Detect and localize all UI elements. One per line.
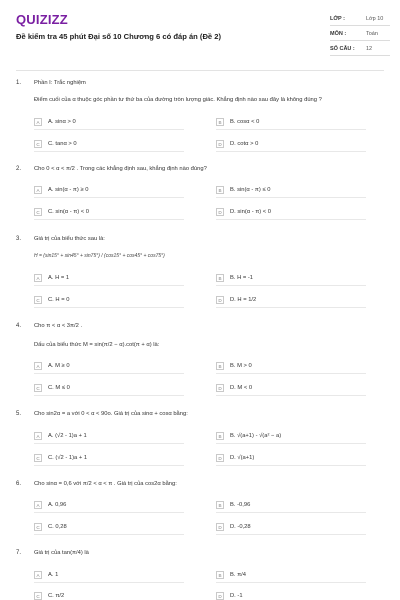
option-text: C. tanα > 0 [48,140,77,147]
option-underline [216,129,366,130]
question-text: Giá trị của tan(π/4) là [34,550,89,556]
option-text: D. -1 [230,592,243,599]
option-key: B [216,571,224,579]
option-key: A [34,274,42,282]
question-number: 4. [16,323,22,329]
option-key: C [34,523,42,531]
option-key: D [216,296,224,304]
option-text: D. sin(α - π) < 0 [230,208,272,215]
option-key: D [216,140,224,148]
quizizz-logo: QUIZIZZ [16,12,68,27]
option-key: D [216,592,224,600]
option-underline [216,512,366,513]
option-underline [216,307,366,308]
option-key: A [34,501,42,509]
question-subtext: Dấu của biểu thức M = sin(π/2 − α).cot(π + α) là: [34,342,160,348]
option-underline [216,285,366,286]
meta-label: MÔN : [330,31,347,37]
option-key: A [34,571,42,579]
option-underline [34,582,184,583]
option-text: A. H = 1 [48,274,70,281]
option-text: B. H = -1 [230,274,254,281]
option-key: A [34,118,42,126]
option-key: C [34,592,42,600]
option-text: C. 0,28 [48,523,67,530]
option-text: B. √(a+1) - √(a² − a) [230,432,282,439]
question-number: 6. [16,481,22,487]
meta-row-subject [330,29,390,41]
option-text: C. H = 0 [48,296,70,303]
option-key: B [216,118,224,126]
meta-value: Lớp 10 [366,16,384,22]
option-underline [216,373,366,374]
option-underline [34,395,184,396]
option-key: D [216,523,224,531]
option-underline [216,219,366,220]
question-text: Cho 0 < α < π/2 . Trong các khẳng định sau, khẳng định nào đúng? [34,166,207,172]
option-text: A. sin(α - π) ≥ 0 [48,186,89,193]
question-number: 5. [16,411,22,417]
option-underline [34,512,184,513]
question-number: 1. [16,80,22,86]
option-underline [216,443,366,444]
option-text: D. H = 1/2 [230,296,257,303]
option-text: A. (√2 - 1)a + 1 [48,432,87,439]
option-underline [34,197,184,198]
meta-value: 12 [366,46,373,52]
option-underline [216,465,366,466]
document-header [0,0,400,64]
option-text: C. (√2 - 1)a + 1 [48,454,88,461]
option-text: A. M ≥ 0 [48,362,70,369]
option-underline [34,307,184,308]
option-text: D. √(a+1) [230,454,255,461]
option-underline [216,197,366,198]
question-heading: Phần I: Trắc nghiệm [34,80,86,86]
option-key: B [216,274,224,282]
meta-row-count [330,44,390,56]
option-key: C [34,296,42,304]
question-text: Điểm cuối của α thuộc góc phần tư thứ ba của đường tròn lượng giác. Khẳng định nào sau đây là không đúng ? [34,97,322,103]
option-text: B. cosα < 0 [230,118,260,125]
option-underline [34,443,184,444]
meta-value: Toán [366,31,378,37]
question-text: Cho sin2α = a với 0 < α < 90o. Giá trị của sinα + cosα bằng: [34,411,188,417]
option-text: A. 0,96 [48,501,67,508]
option-key: C [34,140,42,148]
option-text: C. π/2 [48,592,65,599]
option-underline [34,285,184,286]
option-text: A. sinα > 0 [48,118,76,125]
option-underline [216,151,366,152]
option-text: B. M > 0 [230,362,252,369]
question-text: Cho sinα = 0,6 với π/2 < α < π . Giá trị của cos2α bằng: [34,481,177,487]
option-key: C [34,208,42,216]
option-key: A [34,362,42,370]
option-text: D. M < 0 [230,384,253,391]
option-underline [216,395,366,396]
meta-row-grade [330,14,390,26]
question-text: Giá trị của biểu thức sau là: [34,236,105,242]
option-underline [34,373,184,374]
option-key: C [34,454,42,462]
question-number: 7. [16,550,22,556]
option-text: D. cotα > 0 [230,140,259,147]
option-underline [34,151,184,152]
option-text: B. sin(α - π) ≤ 0 [230,186,271,193]
meta-label: SỐ CÂU : [330,46,355,52]
option-text: A. 1 [48,571,59,578]
option-key: D [216,454,224,462]
option-key: D [216,384,224,392]
question-text: Cho π < α < 3π/2 . [34,323,83,329]
option-text: B. π/4 [230,571,246,578]
option-underline [34,129,184,130]
header-divider [16,70,384,71]
document-title: Đề kiểm tra 45 phút Đại số 10 Chương 6 có đáp án (Đề 2) [16,32,222,41]
option-key: D [216,208,224,216]
option-key: B [216,501,224,509]
question-number: 2. [16,166,22,172]
meta-label: LỚP : [330,16,345,22]
expression-formula: H = (sin15° + sin45° + sin75°) / (cos15° + cos45° + cos75°) [34,253,165,259]
option-underline [34,219,184,220]
option-key: B [216,362,224,370]
option-underline [216,582,366,583]
question-number: 3. [16,236,22,242]
option-text: D. -0,28 [230,523,251,530]
option-text: B. -0,96 [230,501,251,508]
option-key: C [34,384,42,392]
option-key: A [34,432,42,440]
option-key: B [216,432,224,440]
option-underline [34,534,184,535]
option-text: C. sin(α - π) < 0 [48,208,90,215]
option-key: A [34,186,42,194]
option-underline [216,534,366,535]
option-text: C. M ≤ 0 [48,384,70,391]
option-key: B [216,186,224,194]
option-underline [34,465,184,466]
